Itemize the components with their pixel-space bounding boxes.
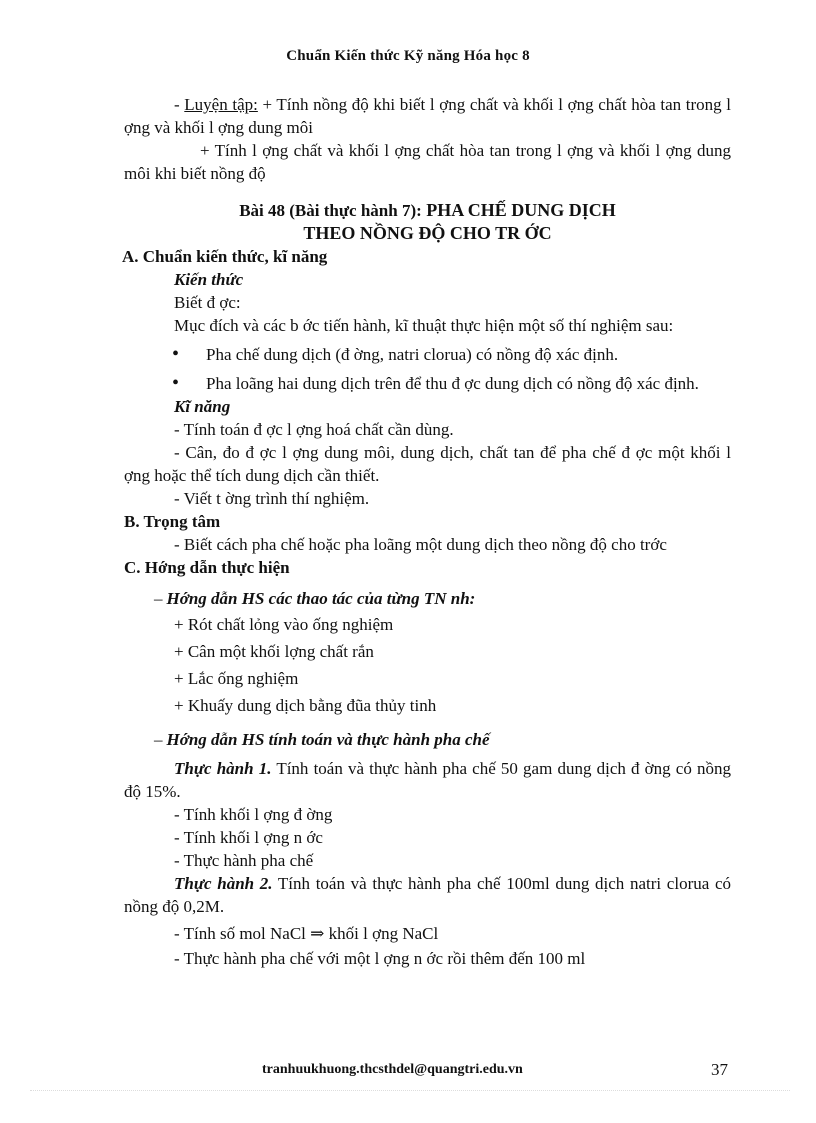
step-item: + Lắc ống nghiệm [174, 669, 299, 688]
page-header: Chuẩn Kiến thức Kỹ năng Hóa học 8 [286, 48, 530, 64]
dash-icon: – [154, 730, 163, 749]
section-b-text: - Biết cách pha chế hoặc pha loãng một dung dịch theo nồng độ cho trớc [174, 535, 667, 554]
practice-label: Luyện tập: [184, 95, 258, 114]
practice-2-label: Thực hành 2. [174, 874, 273, 893]
practice-1-step: - Tính khối l ợng đ ờng [174, 805, 333, 824]
skill-item: - Cân, đo đ ợc l ợng dung môi, dung dịch, chất tan để pha chế đ ợc một khối l ợng hoặc thể tích dung dịch cần thiết. [124, 443, 731, 485]
bullet-dot-icon: • [172, 372, 180, 394]
lesson-title-suffix: PHA CHẾ DUNG DỊCH [421, 200, 616, 220]
practice-1-step: - Tính khối l ợng n ớc [174, 828, 323, 847]
know-label: Biết đ ợc: [174, 293, 241, 312]
lesson-title-prefix: Bài 48 (Bài thực hành 7): [239, 201, 422, 220]
purpose-text: Mục đích và các b ớc tiến hành, kĩ thuật thực hiện một số thí nghiệm sau: [174, 316, 674, 335]
practice-text-1: + Tính nồng độ khi biết l ợng chất và khối l ợng chất hòa tan trong l ợng và khối l ợng dung môi [124, 95, 731, 137]
practice-2-step: - Thực hành pha chế với một l ợng n ớc rồi thêm đến 100 ml [174, 949, 586, 968]
lesson-title-line2: THEO NỒNG ĐỘ CHO TR ỚC [303, 223, 552, 243]
step-item: + Khuấy dung dịch bằng đũa thủy tinh [174, 696, 437, 715]
guide-heading-2: – Hớng dẫn HS tính toán và thực hành pha chế [154, 730, 490, 749]
skill-item: - Viết t ờng trình thí nghiệm. [174, 489, 370, 508]
page-number: 37 [711, 1060, 728, 1079]
step-item: + Rót chất lỏng vào ống nghiệm [174, 615, 394, 634]
practice-1: Thực hành 1. Tính toán và thực hành pha chế 50 gam dung dịch đ ờng có nồng độ 15%. [124, 759, 731, 801]
page-content [124, 93, 731, 970]
practice-1-label: Thực hành 1. [174, 759, 272, 778]
bullet-item: • Pha loãng hai dung dịch trên để thu đ ợc dung dịch có nồng độ xác định. [172, 372, 699, 394]
section-a-heading: A. Chuẩn kiến thức, kĩ năng [122, 247, 328, 266]
section-c-heading: C. Hớng dẫn thực hiện [124, 558, 290, 577]
bullet-item: • Pha chế dung dịch (đ ờng, natri clorua) có nồng độ xác định. [172, 343, 619, 365]
dash-icon: – [154, 589, 163, 608]
practice-1-step: - Thực hành pha chế [174, 851, 314, 870]
implies-arrow-icon: ⇒ [310, 924, 325, 943]
bullet-dot-icon: • [172, 343, 180, 365]
bottom-divider [30, 1090, 790, 1091]
practice-2-step: - Tính số mol NaCl ⇒ khối l ợng NaCl [174, 924, 439, 943]
guide-heading-1: – Hớng dẫn HS các thao tác của từng TN nh: [154, 589, 476, 608]
footer-email: tranhuukhuong.thcsthdel@quangtri.edu.vn [262, 1062, 523, 1077]
practice-2: Thực hành 2. Tính toán và thực hành pha chế 100ml dung dịch natri clorua có nồng độ 0,2M. [124, 874, 732, 916]
section-b-heading: B. Trọng tâm [124, 512, 221, 531]
lesson-title [124, 199, 731, 245]
knowledge-heading: Kiến thức [174, 270, 244, 289]
skill-heading: Kĩ năng [174, 397, 231, 416]
skill-item: - Tính toán đ ợc l ợng hoá chất cần dùng. [174, 420, 454, 439]
practice-paragraph: - Luyện tập: + Tính nồng độ khi biết l ợng chất và khối l ợng chất hòa tan trong l ợng và khối l ợng dung môi [124, 95, 731, 137]
step-item: + Cân một khối lợng chất rắn [174, 642, 374, 661]
practice-text-2: + Tính l ợng chất và khối l ợng chất hòa tan trong l ợng và khối l ợng dung môi khi biết nồng độ [124, 141, 731, 183]
